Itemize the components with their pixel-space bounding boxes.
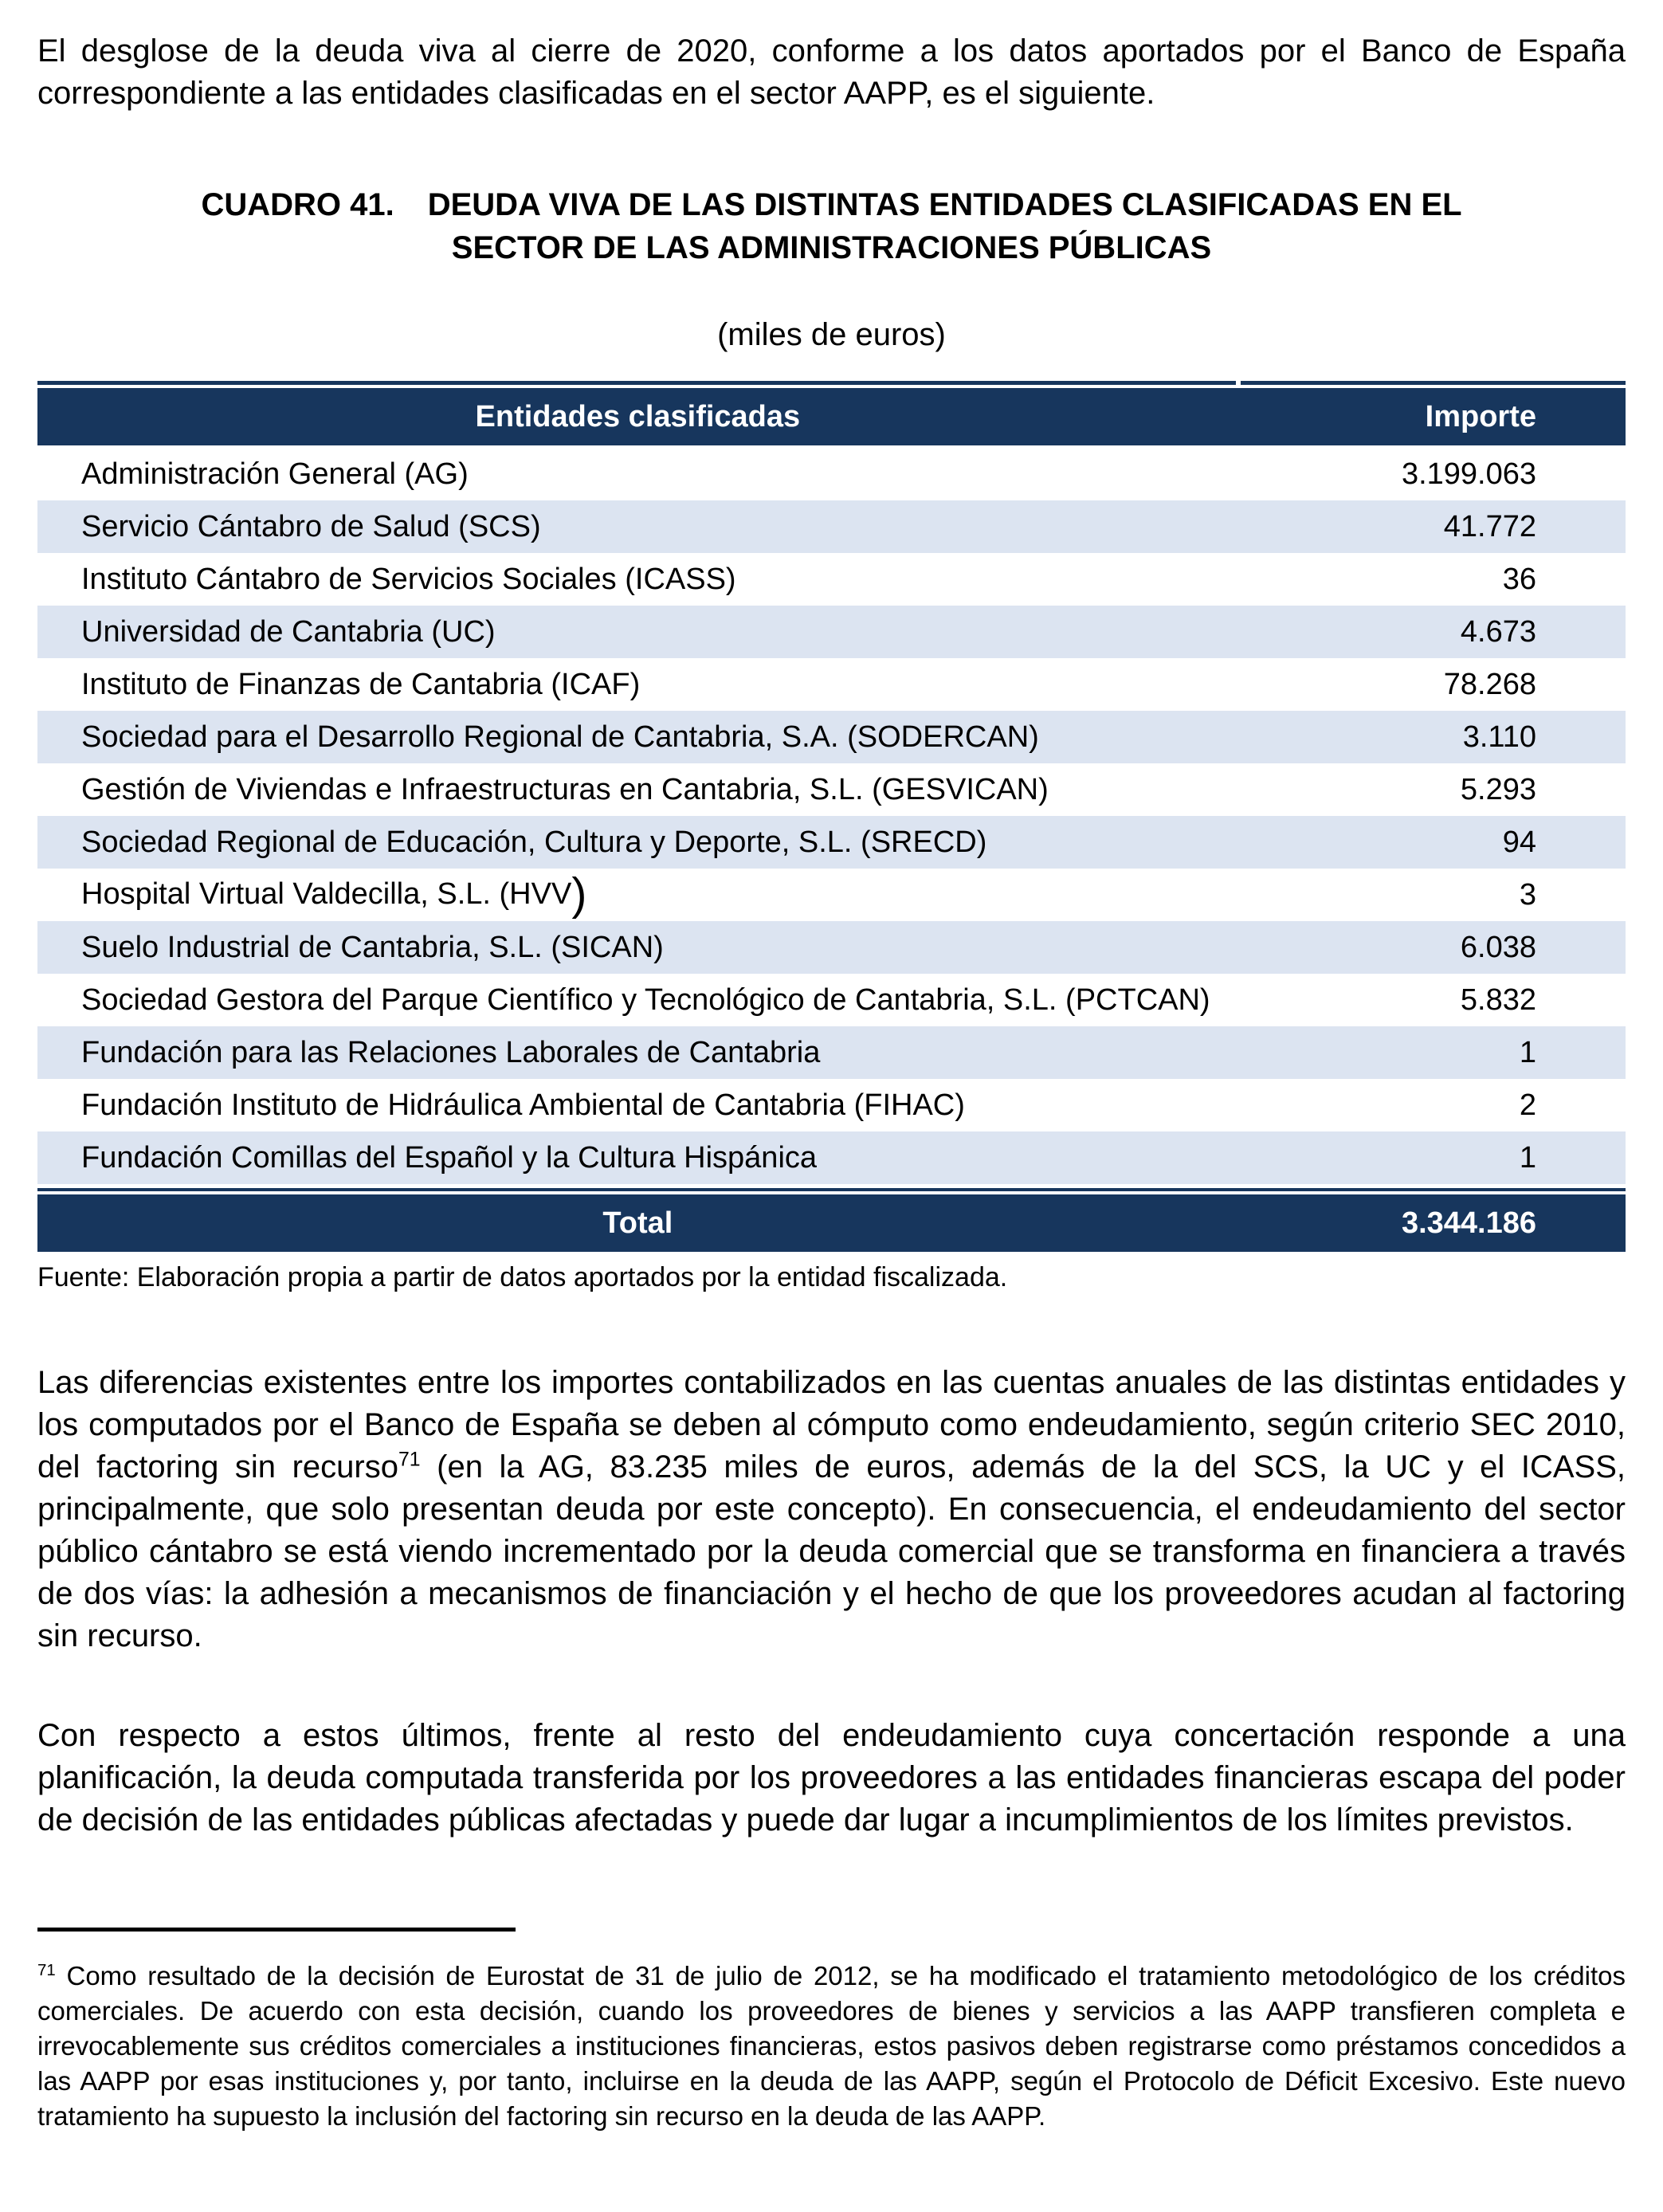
paragraph-differences: [37, 1362, 1626, 1657]
entity-cell: Hospital Virtual Valdecilla, S.L. (HVV): [81, 869, 587, 920]
amount-cell: 3.110: [1462, 720, 1536, 754]
source-note: Fuente: Elaboración propia a partir de datos aportados por la entidad fiscalizada.: [37, 1262, 1008, 1292]
total-amount: 3.344.186: [1401, 1206, 1536, 1240]
amount-cell: 3: [1519, 877, 1536, 912]
paragraph-differences-part2: (en la AG, 83.235 miles de euros, además de la del SCS, la UC y el ICASS, principalmente, que solo presentan deuda por este concepto). En consecuencia, el endeudamiento del sector público cántabro se está viendo incrementado por la deuda comercial que se transforma en financiera a través de dos vías: la adhesión a mecanismos de financiación y el hecho de que los proveedores acudan al factoring sin recurso.: [37, 1449, 1626, 1653]
table-caption-title-line1: DEUDA VIVA DE LAS DISTINTAS ENTIDADES CLASIFICADAS EN EL: [427, 187, 1462, 222]
entity-cell: Sociedad Regional de Educación, Cultura y Deporte, S.L. (SRECD): [81, 825, 987, 859]
entity-cell: Sociedad Gestora del Parque Científico y Tecnológico de Cantabria, S.L. (PCTCAN): [81, 982, 1210, 1017]
paragraph-respecto: Con respecto a estos últimos, frente al resto del endeudamiento cuya concertación responde a una planificación, la deuda computada transferida por los proveedores a las entidades financieras escapa del poder de decisión de las entidades públicas afectadas y puede dar lugar a incumplimientos de los límites previstos.: [37, 1718, 1626, 1837]
table-caption-title-line2: SECTOR DE LAS ADMINISTRACIONES PÚBLICAS: [451, 230, 1212, 265]
table-row: [37, 921, 1626, 974]
table-row: [37, 553, 1626, 606]
amount-cell: 36: [1502, 562, 1536, 596]
table-row: [37, 1079, 1626, 1131]
column-header-entities: Entidades clasificadas: [475, 399, 801, 433]
entity-cell: Instituto de Finanzas de Cantabria (ICAF): [81, 667, 641, 701]
entity-cell: Fundación para las Relaciones Laborales de Cantabria: [81, 1035, 821, 1069]
footnote-body: Como resultado de la decisión de Eurostat de 31 de julio de 2012, se ha modificado el tratamiento metodológico de los créditos comerciales. De acuerdo con esta decisión, cuando los proveedores de bienes y servicios a las AAPP transfieren completa e irrevocablemente sus créditos comerciales a instituciones financieras, estos pasivos deben registrarse como préstamos concedidos a las AAPP por esas instituciones y, por tanto, incluirse en la deuda de las AAPP, según el Protocolo de Déficit Excesivo. Este nuevo tratamiento ha supuesto la inclusión del factoring sin recurso en la deuda de las AAPP.: [37, 1961, 1626, 2131]
table-row: [37, 763, 1626, 816]
table-header-row: [37, 388, 1626, 445]
table-row: [37, 974, 1626, 1026]
table-row: [37, 606, 1626, 658]
footnote-text: [37, 1959, 1626, 2134]
entity-cell: Fundación Instituto de Hidráulica Ambiental de Cantabria (FIHAC): [81, 1088, 965, 1122]
footnote-number-71: 71: [37, 1961, 56, 1979]
footnote-reference-71: 71: [398, 1449, 421, 1471]
column-header-importe: Importe: [1425, 399, 1536, 433]
table-row: [37, 711, 1626, 763]
amount-cell: 2: [1519, 1088, 1536, 1122]
amount-cell: 41.772: [1443, 509, 1536, 543]
total-label: Total: [602, 1206, 673, 1240]
amount-cell: 1: [1519, 1140, 1536, 1175]
footnote-divider: [37, 1928, 516, 1932]
table-caption-line1: [37, 183, 1626, 226]
table-row: [37, 1131, 1626, 1184]
amount-cell: 94: [1502, 825, 1536, 859]
debt-table: [37, 381, 1626, 1252]
entity-cell: Administración General (AG): [81, 457, 469, 491]
table-row: [37, 500, 1626, 553]
oversized-paren: ): [571, 869, 587, 920]
entity-cell: Fundación Comillas del Español y la Cultura Hispánica: [81, 1140, 818, 1175]
units-note: (miles de euros): [717, 317, 946, 352]
amount-cell: 78.268: [1443, 667, 1536, 701]
table-row: [37, 869, 1626, 921]
entity-cell: Instituto Cántabro de Servicios Sociales (ICASS): [81, 562, 736, 596]
entity-cell: Suelo Industrial de Cantabria, S.L. (SICAN): [81, 930, 664, 964]
entity-cell: Sociedad para el Desarrollo Regional de Cantabria, S.A. (SODERCAN): [81, 720, 1039, 754]
entity-cell: Universidad de Cantabria (UC): [81, 614, 496, 649]
intro-paragraph: El desglose de la deuda viva al cierre de 2020, conforme a los datos aportados por el Banco de España correspondiente a las entidades clasificadas en el sector AAPP, es el siguiente.: [37, 33, 1626, 111]
table-total-row: [37, 1194, 1626, 1252]
amount-cell: 3.199.063: [1401, 457, 1536, 491]
table-row: [37, 1026, 1626, 1079]
amount-cell: 4.673: [1460, 614, 1536, 649]
amount-cell: 1: [1519, 1035, 1536, 1069]
table-body: [37, 448, 1626, 1184]
amount-cell: 5.293: [1460, 772, 1536, 806]
paragraph-differences-part1: Las diferencias existentes entre los importes contabilizados en las cuentas anuales de las distintas entidades y los computados por el Banco de España se deben al cómputo como endeudamiento, según criterio SEC 2010, del factoring sin recurso: [37, 1365, 1626, 1484]
table-caption: [37, 183, 1626, 269]
table-row: [37, 816, 1626, 869]
table-caption-label: CUADRO 41.: [201, 187, 394, 222]
total-separator: [37, 1188, 1626, 1191]
amount-cell: 5.832: [1460, 982, 1536, 1017]
entity-cell: Servicio Cántabro de Salud (SCS): [81, 509, 541, 543]
table-row: [37, 658, 1626, 711]
table-row: [37, 448, 1626, 500]
entity-cell: Gestión de Viviendas e Infraestructuras en Cantabria, S.L. (GESVICAN): [81, 772, 1049, 806]
table-top-border: [37, 381, 1626, 385]
amount-cell: 6.038: [1460, 930, 1536, 964]
